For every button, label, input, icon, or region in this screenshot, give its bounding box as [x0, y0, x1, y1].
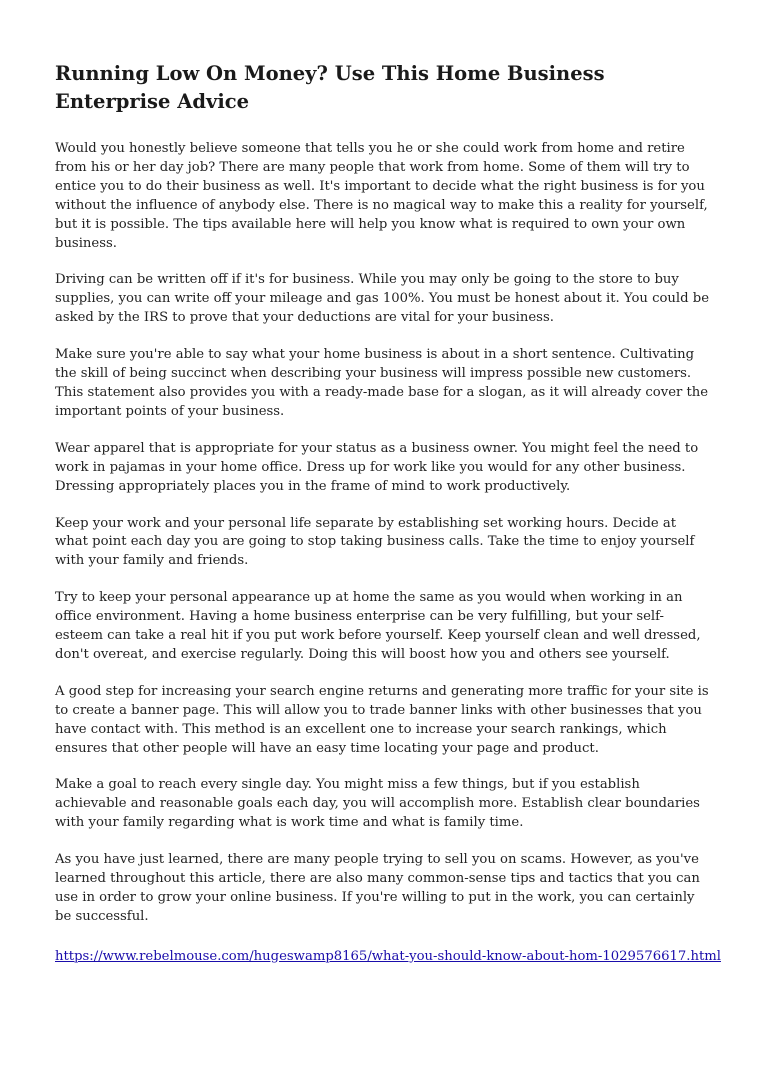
paragraph-apparel: Wear apparel that is appropriate for your status as a business owner. You might feel the need to work in pajamas in your home office. Dress up for work like you would for any other business. Dressing appropriately places you in the frame of mind to work productively. [55, 440, 699, 494]
paragraph-intro: Would you honestly believe someone that tells you he or she could work from home and retire from his or her day job? There are many people that work from home. Some of them will try to entice you to do their business as well. It's important to decide what the right business is for you without the influence of anybody else. There is no magical way to make this a reality for yourself, but it is possible. The tips available here will help you know what is required to own your own business. [55, 141, 708, 251]
article-title: Running Low On Money? Use This Home Business Enterprise Advice [55, 62, 605, 113]
paragraph-daily-goal: Make a goal to reach every single day. You might miss a few things, but if you establish achievable and reasonable goals each day, you will accomplish more. Establish clear boundaries with your family regarding what is work time and what is family time. [55, 777, 700, 831]
paragraph-short-sentence: Make sure you're able to say what your home business is about in a short sentence. Cultivating the skill of being succinct when describing your business will impress possible new customers. This statement also provides you with a ready-made base for a slogan, as it will already cover the important points of your business. [55, 347, 709, 419]
paragraph-banner-page: A good step for increasing your search engine returns and generating more traffic for your site is to create a banner page. This will allow you to trade banner links with other businesses that you have contact with. This method is an excellent one to increase your search rankings, which ensures that other people will have an easy time locating your page and product. [55, 683, 709, 756]
paragraph-working-hours: Keep your work and your personal life separate by establishing set working hours. Decide at what point each day you are going to stop taking business calls. Take the time to enjoy yourself with your family and friends. [55, 515, 695, 569]
paragraph-driving: Driving can be written off if it's for business. While you may only be going to the store to buy supplies, you can write off your mileage and gas 100%. You must be honest about it. You could be asked by the IRS to prove that your deductions are vital for your business. [55, 272, 710, 326]
paragraph-appearance: Try to keep your personal appearance up at home the same as you would when working in an office environment. Having a home business enterprise can be very fulfilling, but your self-esteem can take a real hit if you put work before yourself. Keep yourself clean and well dressed, don't overeat, and exercise regularly. Doing this will boost how you and others see yourself. [55, 590, 701, 662]
source-link[interactable]: https://www.rebelmouse.com/hugeswamp8165/what-you-should-know-about-hom-1029576617.html [55, 948, 721, 964]
paragraph-conclusion: As you have just learned, there are many people trying to sell you on scams. However, as you've learned throughout this article, there are also many common-sense tips and tactics that you can use in order to grow your online business. If you're willing to put in the work, you can certainly be successful. [55, 852, 700, 924]
document-page [55, 60, 721, 966]
